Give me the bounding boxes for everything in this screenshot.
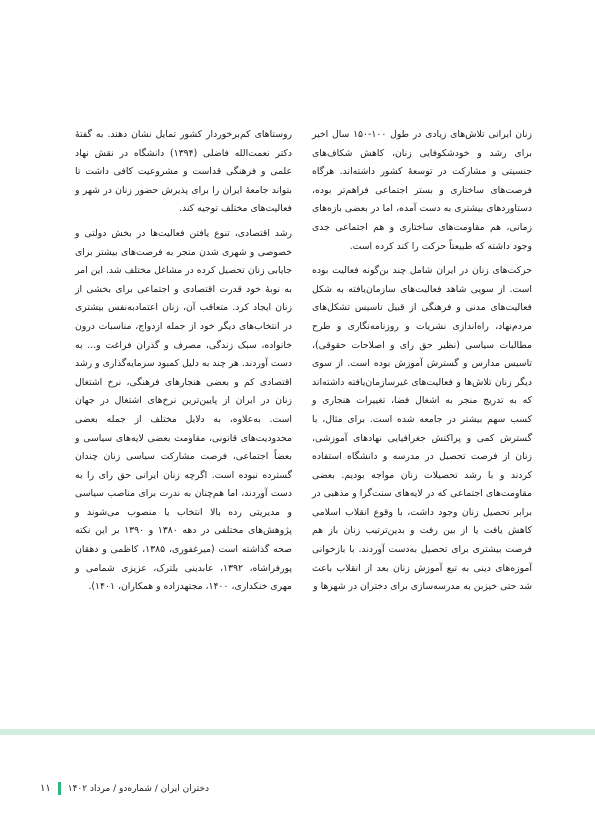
footer-accent-bar xyxy=(58,782,61,795)
page-number: ۱۱ xyxy=(40,783,51,794)
article-column-right xyxy=(312,126,532,597)
paragraph: زنان ایرانی تلاش‌های زیادی در طول ۱۰۰-۱۵۰ سال اخیر برای رشد و خودشکوفایی زنان، کاهش شکاف‌های جنسیتی و مشارکت در توسعهٔ کشور داشته‌اند. هرگاه فرصت‌های ساختاری و بستر اجتماعی فراهم‌تر بوده، دستاوردهای بیشتری به دست آمده، اما در بعضی بازه‌های زمانی، هم مقاومت‌های ساختاری و هم اجتماعی جدی وجود داشته که طبیعتاً حرکت را کند کرده است. xyxy=(312,129,532,252)
issue-info: دختران ایران / شماره‌دو / مرداد ۱۴۰۲ xyxy=(67,783,209,794)
paragraph: روستاهای کم‌برخوردار کشور تمایل نشان دهند. به گفتهٔ دکتر نعمت‌الله فاضلی (۱۳۹۴) دانشگاه در نقش نهاد علمی و فرهنگی قداست و مشروعیت کافی داشت تا بتواند جامعهٔ ایران را برای پذیرش حضور زنان در شهر و فعالیت‌های مختلف توجیه کند. xyxy=(75,129,292,215)
article-column-left xyxy=(75,126,292,597)
paragraph: حرکت‌های زنان در ایران شامل چند بن‌گونه فعالیت بوده است. از سویی شاهد فعالیت‌های سازمان‌یافته به شکل فعالیت‌های مدنی و فرهنگی از قبیل تاسیس تشکل‌های مردم‌نهاد، راه‌اندازی نشریات و روزنامه‌نگاری و طرح مطالبات سیاسی (نظیر حق رای و اصلاحات حقوقی)، تاسیس مدارس و گسترش آموزش بوده است. از سوی دیگر زنان تلاش‌ها و فعالیت‌های غیرسازمان‌یافته داشته‌اند که به تدریج منجر به اشغال فضا، تغییرات هنجاری و کسب سهم بیشتر در جامعه شده است. برای مثال، با گسترش کمی و پراکنش جغرافیایی نهادهای آموزشی، زنان از فرصت تحصیل در مدرسه و دانشگاه استفاده کردند و با رشد تحصیلات زنان مواجه بودیم. بعضی مقاومت‌های اجتماعی که در لایه‌های سنت‌گرا و مذهبی در برابر تحصیل زنان وجود داشت، با وقوع انقلاب اسلامی کاهش یافت یا از بین رفت و بدین‌ترتیب زنان باز هم فرصت بیشتری برای تحصیل به‌دست آوردند. با بازخوانی آموزه‌های دینی به تبع آموزش زنان بعد از انقلاب باعث شد حتی خیزبن به مدرسه‌سازی برای دختران در شهرها و xyxy=(312,265,532,593)
page-footer xyxy=(40,782,209,795)
decorative-band xyxy=(0,729,595,735)
paragraph: رشد اقتصادی، تنوع یافتن فعالیت‌ها در بخش دولتی و خصوصی و شهری شدن منجر به فرصت‌های بیشتر برای جایابی زنان تحصیل کرده در مشاغل مختلف شد. این امر به نوبهٔ خود قدرت اقتصادی و اجتماعی برای بخشی از زنان ایجاد کرد. متعاقب آن، زنان اعتماد‌به‌نفس بیشتری در انتخاب‌های دیگر خود از جمله ازدواج، مناسبات درون خانواده، سبک زندگی، مصرف و گذران فراغت و... به دست آوردند. هر چند به دلیل کمبود سرمایه‌گذاری و رشد اقتصادی کم و بعضی هنجارهای فرهنگی، نرخ اشتغال زنان در ایران از پایین‌ترین نرخ‌های اشتغال در جهان است. به‌علاوه، به دلایل مختلف از جمله بعضی محدودیت‌های قانونی، مقاومت بعضی لایه‌های سیاسی و بعضاً اجتماعی، فرصت مشارکت سیاسی زنان چندان گسترده نبوده است. اگرچه زنان ایرانی حق رای را به دست آوردند، اما هم‌چنان به ندرت برای مناصب سیاسی و مدیریتی رده بالا انتخاب یا منصوب می‌شوند و پژوهش‌های مختلفی در دهه ۱۳۸۰ و ۱۳۹۰ بر این نکته صحه گذاشته است (میرغفوری، ۱۳۸۵، کاظمی و دهقان پورفراشاه، ۱۳۹۲، عابدینی بلترک، عزیزی شمامی و مهری خنکداری، ۱۴۰۰، مجتهدزاده و همکاران، ۱۴۰۱). xyxy=(75,227,292,593)
